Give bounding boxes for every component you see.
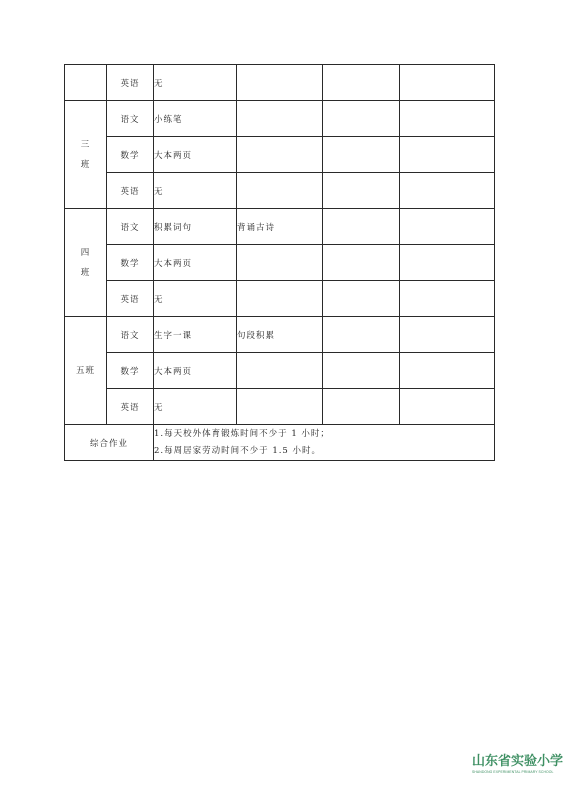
subject-cell: 数学 (107, 137, 154, 173)
subject-cell: 语文 (107, 209, 154, 245)
empty-cell (400, 65, 495, 101)
table-row (65, 317, 495, 353)
table-row (65, 101, 495, 137)
summary-line-2: 2.每周居家劳动时间不少于 1.5 小时。 (154, 445, 322, 456)
school-logo (472, 750, 565, 774)
subject-cell: 英语 (107, 389, 154, 425)
task-cell: 无 (154, 281, 237, 317)
table-row (65, 173, 495, 209)
task-cell: 大本两页 (154, 137, 237, 173)
table-row (65, 137, 495, 173)
class-label-4: 四 班 (65, 209, 107, 317)
task-cell: 无 (154, 173, 237, 209)
empty-cell (323, 173, 400, 209)
task-cell: 无 (154, 65, 237, 101)
homework-table (64, 64, 495, 461)
table-row (65, 389, 495, 425)
empty-cell (323, 245, 400, 281)
summary-line-1: 1.每天校外体育锻炼时间不少于 1 小时； (154, 428, 330, 439)
table-row (65, 281, 495, 317)
task-cell: 积累词句 (154, 209, 237, 245)
subject-cell: 英语 (107, 281, 154, 317)
school-logo-name: 山东省实验小学 (472, 754, 564, 769)
task-cell: 小练笔 (154, 101, 237, 137)
extra-cell (237, 173, 323, 209)
task-cell: 生字一课 (154, 317, 237, 353)
extra-cell: 背诵古诗 (237, 209, 323, 245)
extra-cell (237, 65, 323, 101)
empty-cell (400, 101, 495, 137)
empty-cell (400, 245, 495, 281)
subject-cell: 英语 (107, 65, 154, 101)
empty-cell (400, 317, 495, 353)
class-cell (65, 65, 107, 101)
subject-cell: 英语 (107, 173, 154, 209)
empty-cell (323, 317, 400, 353)
empty-cell (400, 209, 495, 245)
extra-cell (237, 137, 323, 173)
empty-cell (400, 353, 495, 389)
empty-cell (323, 353, 400, 389)
empty-cell (323, 137, 400, 173)
table-row (65, 245, 495, 281)
task-cell: 无 (154, 389, 237, 425)
extra-cell (237, 389, 323, 425)
class-label-5: 五班 (65, 317, 107, 425)
empty-cell (400, 173, 495, 209)
subject-cell: 数学 (107, 245, 154, 281)
empty-cell (400, 281, 495, 317)
subject-cell: 语文 (107, 101, 154, 137)
school-logo-english: SHANDONG EXPERIMENTAL PRIMARY SCHOOL (472, 770, 554, 774)
table-row (65, 65, 495, 101)
summary-text (154, 425, 495, 461)
empty-cell (323, 209, 400, 245)
extra-cell (237, 281, 323, 317)
empty-cell (323, 281, 400, 317)
summary-label: 综合作业 (65, 425, 154, 461)
class-label-3: 三 班 (65, 101, 107, 209)
extra-cell (237, 245, 323, 281)
summary-row (65, 425, 495, 461)
extra-cell (237, 101, 323, 137)
empty-cell (400, 389, 495, 425)
empty-cell (323, 389, 400, 425)
empty-cell (323, 65, 400, 101)
task-cell: 大本两页 (154, 353, 237, 389)
extra-cell (237, 353, 323, 389)
empty-cell (400, 137, 495, 173)
extra-cell: 句段积累 (237, 317, 323, 353)
task-cell: 大本两页 (154, 245, 237, 281)
table-row (65, 209, 495, 245)
subject-cell: 语文 (107, 317, 154, 353)
empty-cell (323, 101, 400, 137)
subject-cell: 数学 (107, 353, 154, 389)
table-row (65, 353, 495, 389)
